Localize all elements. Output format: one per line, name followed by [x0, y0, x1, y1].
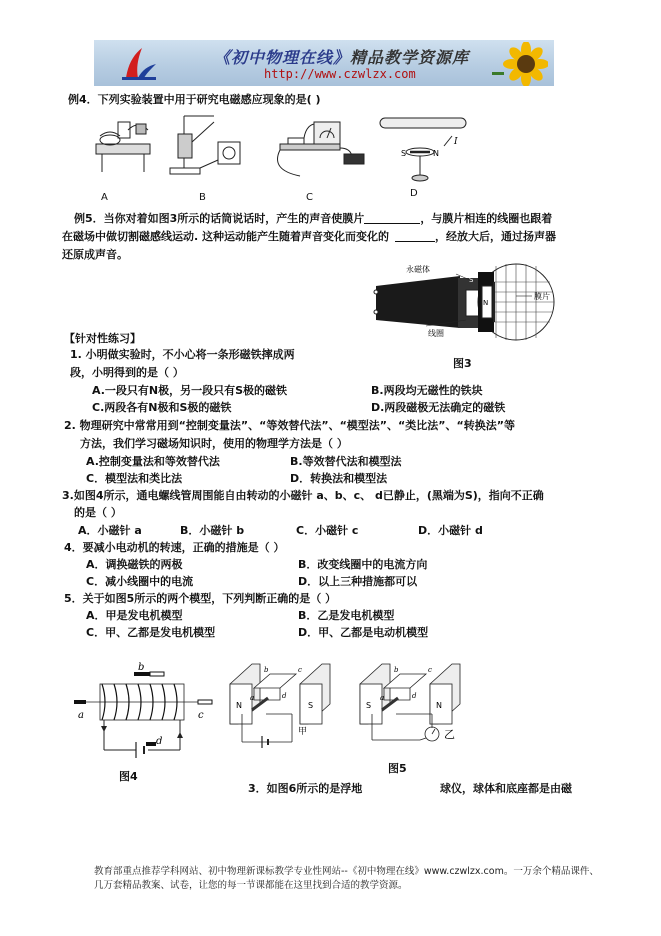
- fig5-yi-label-c: c: [428, 666, 432, 674]
- q5-line-2-a: 在磁场中做切割磁感线运动. 这种运动能产生随着声音变化而变化的: [62, 230, 390, 243]
- banner-url-link[interactable]: http://www.czwlzx.com: [264, 67, 416, 81]
- footer-line-2: 几万套精品教案、试卷，让您的每一节课都能在这里找到合适的教学资源。: [94, 880, 408, 891]
- fig4-label-c: c: [198, 710, 204, 721]
- banner-title-sub: 精品教学资源库: [350, 48, 470, 67]
- fig5-jia-label-c: c: [298, 666, 302, 674]
- fig3-label-magnet: 永磁体: [406, 265, 430, 274]
- practice-q4-option-b: B．改变线圈中的电流方向: [298, 558, 428, 571]
- q4-text: 例4．下列实验装置中用于研究电磁感应现象的是( ): [68, 93, 321, 106]
- fig5-model-jia: [230, 664, 330, 748]
- practice-q1-option-d: D.两段磁极无法确定的磁铁: [371, 401, 506, 414]
- practice-q3-option-a: A．小磁针 a: [78, 524, 142, 537]
- page-footer: [94, 865, 614, 893]
- fig3-label-coil: 线圈: [428, 329, 444, 338]
- fig5-jia-label-b: b: [264, 666, 269, 674]
- practice-q5-option-a: A．甲是发电机模型: [86, 609, 183, 622]
- practice-q3-line-2: 的是（ ）: [74, 506, 122, 519]
- practice-q1-option-b: B.两段均无磁性的铁块: [371, 384, 483, 397]
- q4-d-label-i: I: [454, 137, 458, 147]
- fig3-label-n: N: [483, 299, 489, 307]
- q5-line-2: [62, 229, 556, 244]
- practice-q2-option-c: C．模型法和类比法: [86, 472, 183, 485]
- practice-q5-option-c: C．甲、乙都是发电机模型: [86, 626, 216, 639]
- practice-q3-option-d: D．小磁针 d: [418, 524, 483, 537]
- practice-q2-line-2: 方法，我们学习磁场知识时，使用的物理学方法是（ ）: [80, 437, 348, 450]
- practice-q6-part-b: 球仪，球体和底座都是由磁: [440, 782, 572, 795]
- site-logo-icon: [118, 44, 158, 82]
- fig4-caption: 图4: [119, 770, 138, 783]
- practice-q4-option-d: D．以上三种措施都可以: [298, 575, 418, 588]
- q4-figure-a: [96, 122, 150, 172]
- q4-option-a: A: [101, 192, 108, 203]
- practice-q4-line-1: 4．要减小电动机的转速，正确的措施是（ ）: [64, 541, 285, 554]
- fig5-jia-label-n: N: [236, 701, 242, 710]
- fig3-label-membrane: 膜片: [534, 292, 550, 301]
- q5-line-1-a: 例5．当你对着如图3所示的话筒说话时，产生的声音使膜片: [74, 212, 365, 225]
- practice-q1-option-c: C.两段各有N极和S极的磁铁: [92, 401, 232, 414]
- q5-line-1: [74, 211, 552, 226]
- fig5-caption: 图5: [388, 762, 407, 775]
- practice-q3-option-b: B．小磁针 b: [180, 524, 245, 537]
- fig3-label-s: S: [469, 276, 474, 284]
- practice-heading: 【针对性练习】: [64, 332, 141, 345]
- practice-q6-part-a: 3．如图6所示的是浮地: [248, 782, 363, 795]
- fig5-yi-label-b: b: [394, 666, 399, 674]
- fig3-caption: 图3: [453, 357, 472, 370]
- q4-figures: [88, 112, 478, 184]
- practice-q1-line-1: 1. 小明做实验时，不小心将一条形磁铁摔成两: [70, 348, 295, 361]
- practice-q5-option-b: B．乙是发电机模型: [298, 609, 395, 622]
- figure-5-models: [222, 654, 488, 754]
- fig4-label-b: b: [138, 662, 145, 673]
- practice-q2-option-d: D．转换法和模型法: [290, 472, 388, 485]
- practice-q3-option-c: C．小磁针 c: [296, 524, 359, 537]
- practice-q2-option-a: A.控制变量法和等效替代法: [86, 455, 220, 468]
- fig5-yi-label-n: N: [436, 701, 442, 710]
- q4-figure-b: [170, 116, 240, 174]
- q4-d-label-s: S: [401, 149, 407, 158]
- fig5-label-jia: 甲: [298, 727, 308, 737]
- practice-q1-option-a: A.一段只有N极，另一段只有S极的磁铁: [92, 384, 288, 397]
- q5-blank-1: [364, 212, 420, 224]
- q4-d-label-n: N: [433, 149, 439, 158]
- q4-figure-d: [380, 118, 466, 181]
- fig5-jia-label-s: S: [308, 701, 314, 710]
- fig5-label-yi: 乙: [444, 728, 455, 741]
- fig5-yi-label-a: a: [380, 694, 385, 702]
- fig4-label-a: a: [78, 710, 84, 721]
- figure-4-solenoid: [74, 662, 214, 762]
- figure-3-microphone: [366, 262, 584, 344]
- sunflower-icon: [488, 42, 548, 86]
- q5-line-1-b: ，与膜片相连的线圈也跟着: [420, 212, 553, 225]
- fig5-jia-label-a: a: [250, 694, 255, 702]
- practice-q5-line-1: 5．关于如图5所示的两个模型，下列判断正确的是（ ）: [64, 592, 337, 605]
- q4-figure-c: [278, 122, 365, 176]
- practice-q4-option-a: A．调换磁铁的两极: [86, 558, 183, 571]
- q4-option-b: B: [199, 192, 206, 203]
- q5-blank-2: [395, 230, 435, 242]
- header-banner: [94, 40, 554, 86]
- fig5-yi-label-s: S: [366, 701, 372, 710]
- fig4-label-d: d: [156, 736, 163, 747]
- q4-option-c: C: [306, 192, 313, 203]
- fig5-yi-label-d: d: [412, 692, 417, 700]
- practice-q4-option-c: C．减小线圈中的电流: [86, 575, 194, 588]
- banner-title: [214, 45, 469, 68]
- practice-q5-option-d: D．甲、乙都是电动机模型: [298, 626, 429, 639]
- practice-q3-line-1: 3.如图4所示，通电螺线管周围能自由转动的小磁针 a、b、c、 d已静止，(黑端为S)，指向不正确: [62, 489, 544, 502]
- practice-q2-line-1: 2. 物理研究中常常用到“控制变量法”、“等效替代法”、“模型法”、“类比法”、“转换法”等: [64, 419, 515, 432]
- footer-line-1: 教育部重点推荐学科网站、初中物理新课标教学专业性网站--《初中物理在线》www.czwlzx.com。一万余个精品课件、: [94, 866, 599, 877]
- fig5-jia-label-d: d: [282, 692, 287, 700]
- q4-option-d: D: [410, 188, 418, 199]
- practice-q1-line-2: 段，小明得到的是（ ）: [70, 366, 184, 379]
- banner-title-main: 《初中物理在线》: [214, 48, 351, 67]
- q5-line-3: 还原成声音。: [62, 248, 128, 261]
- practice-q2-option-b: B.等效替代法和模型法: [290, 455, 402, 468]
- q5-line-2-b: ，经放大后，通过扬声器: [435, 230, 557, 243]
